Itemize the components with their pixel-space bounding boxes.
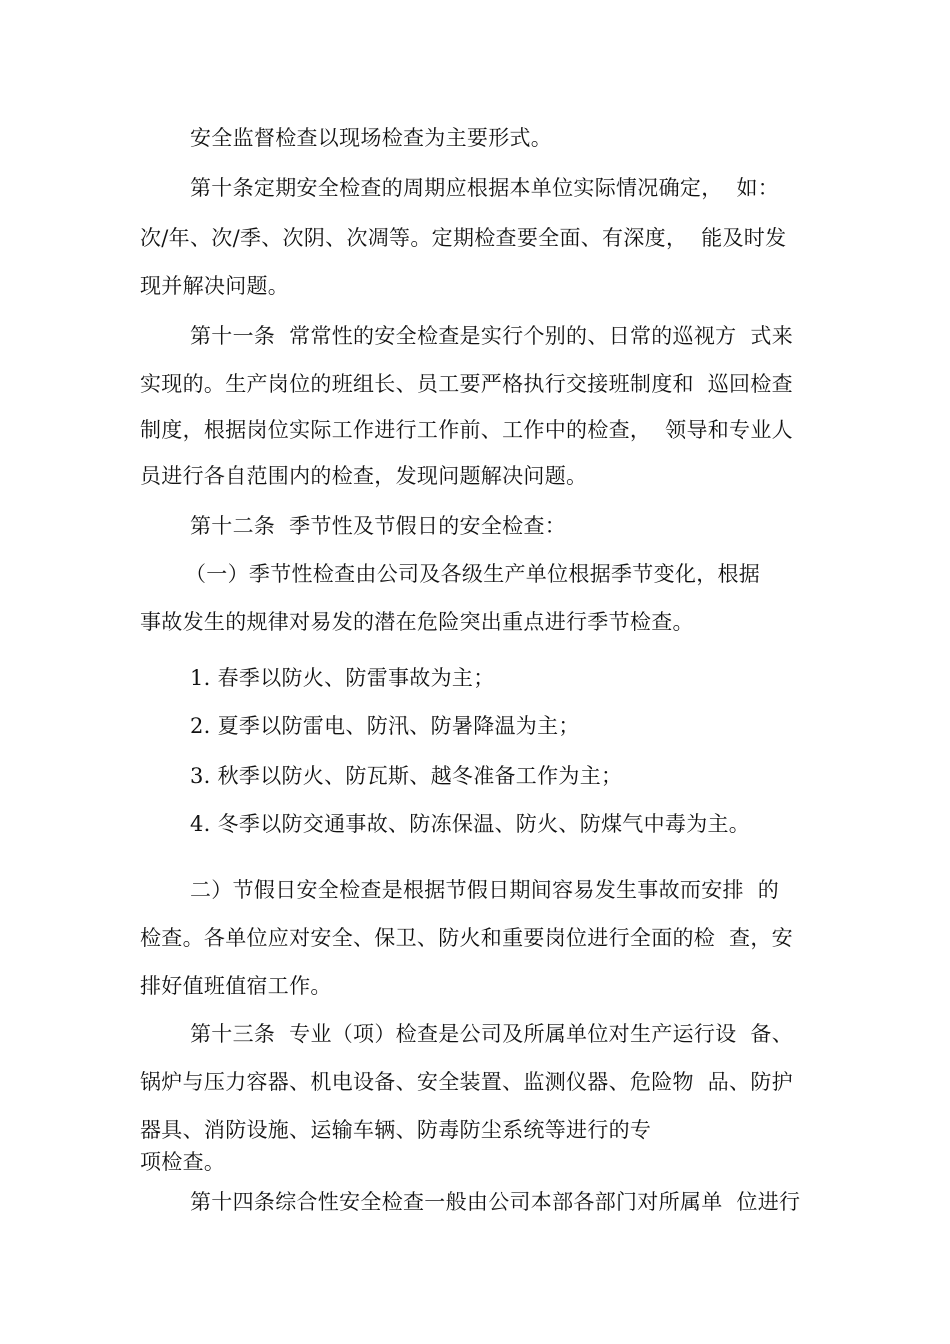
text-line: 器具、消防设施、运输车辆、防毒防尘系统等进行的专 [140,1118,652,1142]
text-line: 二）节假日安全检查是根据节假日期间容易发生事故而安排 的 [190,878,780,902]
text-line: 制度，根据岗位实际工作进行工作前、工作中的检查， 领导和专业人 [140,418,793,442]
text-line: 第十四条综合性安全检查一般由公司本部各部门对所属单 位进行 [190,1190,801,1214]
text-line: 安全监督检查以现场检查为主要形式。 [190,126,553,150]
text-line: （一）季节性检查由公司及各级生产单位根据季节变化，根据 [185,562,761,586]
text-line: 检查。各单位应对安全、保卫、防火和重要岗位进行全面的检 查，安 [140,926,793,950]
text-line: 排好值班值宿工作。 [140,974,332,998]
list-item: 3. 秋季以防火、防瓦斯、越冬准备工作为主； [190,764,623,788]
text-line: 第十条定期安全检查的周期应根据本单位实际情况确定， 如： [190,176,780,200]
text-line: 事故发生的规律对易发的潜在危险突出重点进行季节检查。 [140,610,694,634]
text-line: 次/年、次/季、次阴、次凋等。定期检查要全面、有深度， 能及时发 [140,226,787,250]
text-line: 第十三条 专业（项）检查是公司及所属单位对生产运行设 备、 [190,1022,793,1046]
text-line: 员进行各自范围内的检查，发现问题解决问题。 [140,464,588,488]
text-line: 锅炉与压力容器、机电设备、安全装置、监测仪器、危险物 品、防护 [140,1070,793,1094]
text-line: 项检查。 [140,1150,226,1174]
text-line: 第十一条 常常性的安全检查是实行个别的、日常的巡视方 式来 [190,324,793,348]
text-line: 现并解决问题。 [140,274,290,298]
list-item: 4. 冬季以防交通事故、防冻保温、防火、防煤气中毒为主。 [190,812,751,836]
text-line: 实现的。生产岗位的班组长、员工要严格执行交接班制度和 巡回检查 [140,372,793,396]
list-item: 2. 夏季以防雷电、防汛、防暑降温为主； [190,714,580,738]
list-item: 1. 春季以防火、防雷事故为主； [190,666,495,690]
text-line: 第十二条 季节性及节假日的安全检查： [190,514,567,538]
